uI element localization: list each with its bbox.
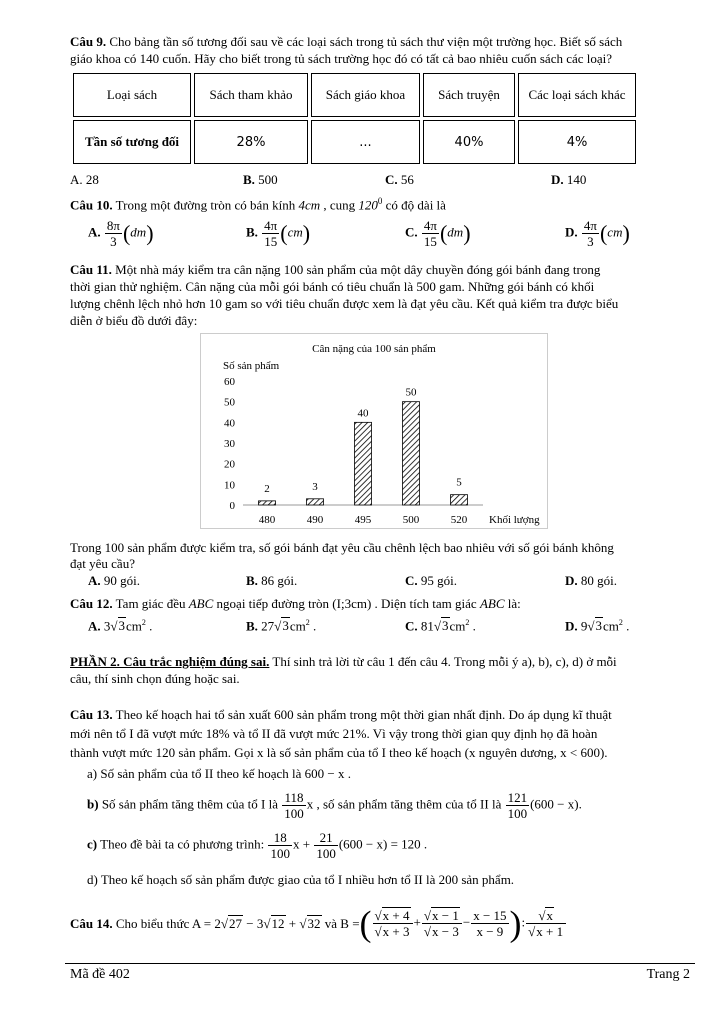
- chart-data-label: 5: [456, 476, 462, 489]
- table-header-cell: Loại sách: [73, 73, 191, 117]
- q11-after1: Trong 100 sản phẩm được kiểm tra, số gói bánh đạt yêu cầu chênh lệch bao nhiêu với số gói bánh không: [70, 540, 614, 555]
- q13-d: d) Theo kế hoạch số sản phẩm được giao của tổ I nhiều hơn tổ II là 200 sản phẩm.: [87, 872, 515, 887]
- q12-option-b[interactable]: B. $27√3cm^2$ .: [246, 618, 317, 634]
- q10-option-d[interactable]: D. $\frac{4\pi}{3}$ (cm): [565, 218, 630, 249]
- part2-line2: câu, thí sinh chọn đúng hoặc sai.: [70, 671, 240, 686]
- q10-label: Câu 10.: [70, 197, 113, 213]
- chart-y-tick-label: 50: [224, 396, 235, 409]
- chart-y-tick-label: 20: [224, 458, 235, 471]
- table-header-cell: Các loại sách khác: [518, 73, 636, 117]
- chart-svg: [201, 334, 547, 528]
- table-header-cell: Sách giáo khoa: [311, 73, 420, 117]
- table-cell: 40%: [423, 120, 515, 164]
- q11-line3: lượng chênh lệch nhỏ hơn 10 gam so với tiêu chuẩn được xem là đạt yêu cầu. Kết quả kiểm tra được biểu: [70, 296, 619, 311]
- table-row: [73, 73, 636, 117]
- q12-label: Câu 12.: [70, 596, 113, 611]
- chart-bar: [403, 402, 420, 505]
- q11-option-a[interactable]: A. 90 gói.: [88, 573, 141, 588]
- q13-line3: thành vượt mức 120 sản phẩm. Gọi x là số sản phẩm của tổ I theo kế hoạch (x nguyên dương, x < 600).: [70, 745, 608, 760]
- q12-option-d[interactable]: D. $9√3cm^2$ .: [565, 618, 630, 634]
- q12-option-c[interactable]: C. $81√3cm^2$ .: [405, 618, 476, 634]
- q14-line: Câu 14. Cho biểu thức A = 2√27 − 3√12 + √32 và B =( $\frac{√x + 4}{√x + 3}$ + $\frac{√x - 1}{√x - 3}$ − $\frac{x - 15}{x - 9}$ ): $\frac{√x}{√x + 1}$: [70, 908, 567, 939]
- chart-data-label: 3: [312, 480, 318, 493]
- q12-line: Câu 12. Tam giác đều ABC ngoại tiếp đường tròn (I;3cm) . Diện tích tam giác ABC là:: [70, 596, 521, 611]
- q12-option-a[interactable]: A. $3√3cm^2$ .: [88, 618, 153, 634]
- chart-y-tick-label: 10: [224, 479, 235, 492]
- chart-bar: [451, 495, 468, 505]
- q10-option-b[interactable]: B. $\frac{4\pi}{15}$ (cm): [246, 218, 311, 249]
- q13-b: b) Số sản phẩm tăng thêm của tổ I là $\frac{118}{100}$ x , số sản phẩm tăng thêm của tổ II là $\frac{121}{100}$ (600 − x).: [87, 790, 582, 821]
- table-cell: 28%: [194, 120, 308, 164]
- footer-page-number: Trang 2: [646, 967, 690, 982]
- table-row: [73, 120, 636, 164]
- q13-line2: mới nên tổ I đã vượt mức 18% và tổ II đã vượt mức 21%. Vì vậy trong thời gian quy định họ đã hoàn: [70, 726, 598, 741]
- chart-y-tick-label: 40: [224, 417, 235, 430]
- q9-line2: giáo khoa có 140 cuốn. Hãy cho biết trong tủ sách trường học đó có tất cả bao nhiêu cuốn sách các loại?: [70, 51, 613, 66]
- q10-option-c[interactable]: C. $\frac{4\pi}{15}$ (dm): [405, 218, 471, 249]
- q13-label: Câu 13.: [70, 707, 113, 722]
- chart-x-tick-label: 495: [354, 514, 372, 526]
- q10-line: Câu 10. Trong một đường tròn có bán kính 4cm , cung $120^0$ có độ dài là: [70, 196, 446, 213]
- chart-x-tick-label: 490: [306, 514, 324, 526]
- footer-divider: [65, 963, 695, 964]
- chart-data-label: 2: [264, 482, 270, 495]
- q9-option-c[interactable]: C. 56: [385, 172, 414, 187]
- chart-y-tick-label: 30: [224, 438, 235, 450]
- chart-bar: [355, 422, 372, 505]
- q11-line4: diễn ở biểu đồ dưới đây:: [70, 313, 198, 328]
- chart-data-label: 50: [405, 386, 417, 399]
- q11-option-d[interactable]: D. 80 gói.: [565, 573, 618, 588]
- chart-y-tick-label: 60: [224, 376, 235, 388]
- chart-title: Cân nặng của 100 sản phẩm: [312, 343, 436, 355]
- part2-line1: PHẦN 2. Câu trắc nghiệm đúng sai. Thí sinh trả lời từ câu 1 đến câu 4. Trong mỗi ý a), b), c), d) ở mỗi: [70, 654, 617, 669]
- q11-label: Câu 11.: [70, 262, 112, 277]
- table-cell: 4%: [518, 120, 636, 164]
- q11-line2: thời gian thử nghiệm. Cân nặng của mỗi gói bánh có tiêu chuẩn là 500 gam. Những gói bánh có khối: [70, 279, 595, 294]
- relative-frequency-table: [70, 70, 639, 167]
- q11-line1: Câu 11. Một nhà máy kiểm tra cân nặng 100 sản phẩm của một dây chuyền đóng gói bánh đang trong: [70, 262, 601, 277]
- bar-chart: [200, 333, 548, 529]
- footer-exam-code: Mã đề 402: [70, 967, 130, 982]
- q14-label: Câu 14.: [70, 915, 113, 931]
- q9-label: Câu 9.: [70, 34, 107, 49]
- chart-data-label: 40: [357, 407, 369, 420]
- q11-option-c[interactable]: C. 95 gói.: [405, 573, 458, 588]
- chart-x-tick-label: 480: [258, 514, 276, 526]
- chart-y-axis-label: Số sản phẩm: [223, 360, 280, 372]
- q13-a: a) Số sản phẩm của tổ II theo kế hoạch là 600 − x .: [87, 766, 352, 781]
- table-cell: ...: [311, 120, 420, 164]
- chart-x-tick-label: 520: [450, 514, 468, 526]
- chart-y-tick-label: 0: [229, 500, 235, 512]
- q13-c: c) Theo đề bài ta có phương trình: $\frac{18}{100}$ x + $\frac{21}{100}$ (600 − x) = 120 .: [87, 830, 428, 861]
- table-header-cell: Sách tham khảo: [194, 73, 308, 117]
- chart-x-tick-label: 500: [402, 514, 420, 526]
- chart-bar: [307, 499, 324, 505]
- q13-line1: Câu 13. Theo kế hoạch hai tổ sản xuất 600 sản phẩm trong một thời gian nhất định. Do áp dụng kĩ thuật: [70, 707, 612, 722]
- q9-option-d[interactable]: D. 140: [551, 172, 587, 187]
- table-header-cell: Sách truyện: [423, 73, 515, 117]
- part2-heading: PHẦN 2. Câu trắc nghiệm đúng sai.: [70, 654, 270, 669]
- q11-option-b[interactable]: B. 86 gói.: [246, 573, 298, 588]
- q10-option-a[interactable]: A. $\frac{8\pi}{3}$ (dm): [88, 218, 154, 249]
- chart-x-axis-label: Khối lượng: [489, 514, 540, 526]
- chart-bar: [259, 501, 276, 505]
- q9-line1: Câu 9. Cho bảng tần số tương đối sau về các loại sách trong tủ sách thư viện một trường học. Biết số sách: [70, 34, 623, 49]
- table-cell: Tần số tương đối: [73, 120, 191, 164]
- q9-option-b[interactable]: B. 500: [243, 172, 278, 187]
- q11-after2: đạt yêu cầu?: [70, 556, 135, 571]
- q9-option-a[interactable]: A. 28: [70, 172, 99, 187]
